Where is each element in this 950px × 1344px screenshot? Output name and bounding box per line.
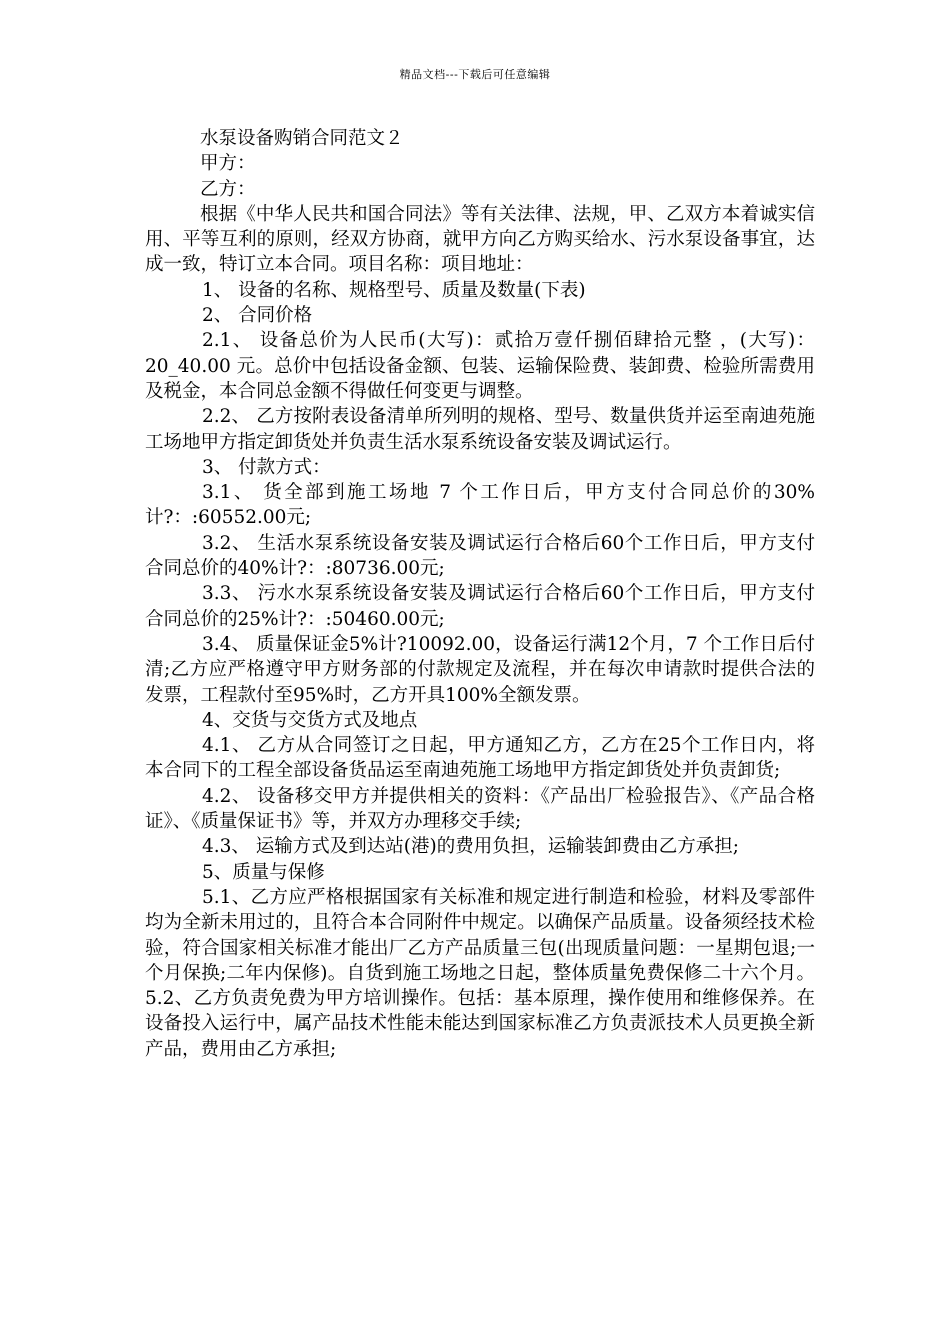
clause-3: 3、 付款方式： [202, 456, 331, 478]
clause-3-3: 3.3、 污水水泵系统设备安装及调试运行合格后60个工作日后，甲方支付合同总价的25%计?：:50460.00元; [145, 583, 815, 630]
intro-paragraph: 根据《中华人民共和国合同法》等有关法律、法规，甲、乙双方本着诚实信用、平等互利的原则，经双方协商，就甲方向乙方购买给水、污水泵设备事宜，达成一致，特订立本合同。项目名称：项目地址： [145, 203, 815, 276]
clause-3-2: 3.2、 生活水泵系统设备安装及调试运行合格后60个工作日后，甲方支付合同总价的40%计?：:80736.00元; [145, 532, 815, 580]
party-b-line: 乙方： [200, 178, 256, 200]
clause-2: 2、 合同价格 [202, 305, 313, 327]
page-header: 精品文档---下载后可任意编辑 [399, 68, 551, 81]
document-body [145, 126, 815, 1062]
clause-4: 4、交货与交货方式及地点 [202, 709, 418, 731]
clause-4-2: 4.2、 设备移交甲方并提供相关的资料：《产品出厂检验报告》、《产品合格证》、《质量保证书》等，并双方办理移交手续; [145, 785, 815, 833]
clause-4-3: 4.3、 运输方式及到达站(港)的费用负担，运输装卸费由乙方承担; [202, 836, 739, 858]
clause-5: 5、质量与保修 [202, 861, 325, 883]
clause-2-2: 2.2、 乙方按附表设备清单所列明的规格、型号、数量供货并运至南迪苑施工场地甲方指定卸货处并负责生活水泵系统设备安装及调试运行。 [145, 406, 815, 453]
clause-3-1: 3.1、 货全部到施工场地 7 个工作日后，甲方支付合同总价的30%计?：:60552.00元; [145, 482, 815, 529]
document-title: 水泵设备购销合同范文２ [200, 128, 404, 149]
clause-2-1: 2.1、 设备总价为人民币(大写)：贰拾万壹仟捌佰肆拾元整 ，(大写)：20_40.00 元。总价中包括设备金额、包装、运输保险费、装卸费、检验所需费用及税金，本合同总金额不得做任何变更与调整。 [145, 330, 815, 402]
clause-3-4: 3.4、 质量保证金5%计?10092.00，设备运行满12个月，7 个工作日后付清;乙方应严格遵守甲方财务部的付款规定及流程，并在每次申请款时提供合法的发票，工程款付至95%时，乙方开具100%全额发票。 [145, 633, 815, 706]
clause-4-1: 4.1、 乙方从合同签订之日起，甲方通知乙方，乙方在25个工作日内，将本合同下的工程全部设备货品运至南迪苑施工场地甲方指定卸货处并负责卸货; [145, 735, 815, 782]
clause-1: 1、 设备的名称、规格型号、质量及数量(下表) [202, 279, 586, 301]
party-a-line: 甲方： [200, 153, 256, 175]
clause-5-1: 5.1、乙方应严格根据国家有关标准和规定进行制造和检验，材料及零部件均为全新未用过的，且符合本合同附件中规定。以确保产品质量。设备须经技术检验，符合国家相关标准才能出厂乙方产品质量三包(出现质量问题：一星期包退;一个月保换;二年内保修)。自货到施工场地之日起，整体质量免费保修二十六个月。5.2、乙方负责免费为甲方培训操作。包括：基本原理，操作使用和维修保养。在设备投入运行中，属产品技术性能未能达到国家标准乙方负责派技术人员更换全新产品，费用由乙方承担; [145, 886, 815, 1060]
